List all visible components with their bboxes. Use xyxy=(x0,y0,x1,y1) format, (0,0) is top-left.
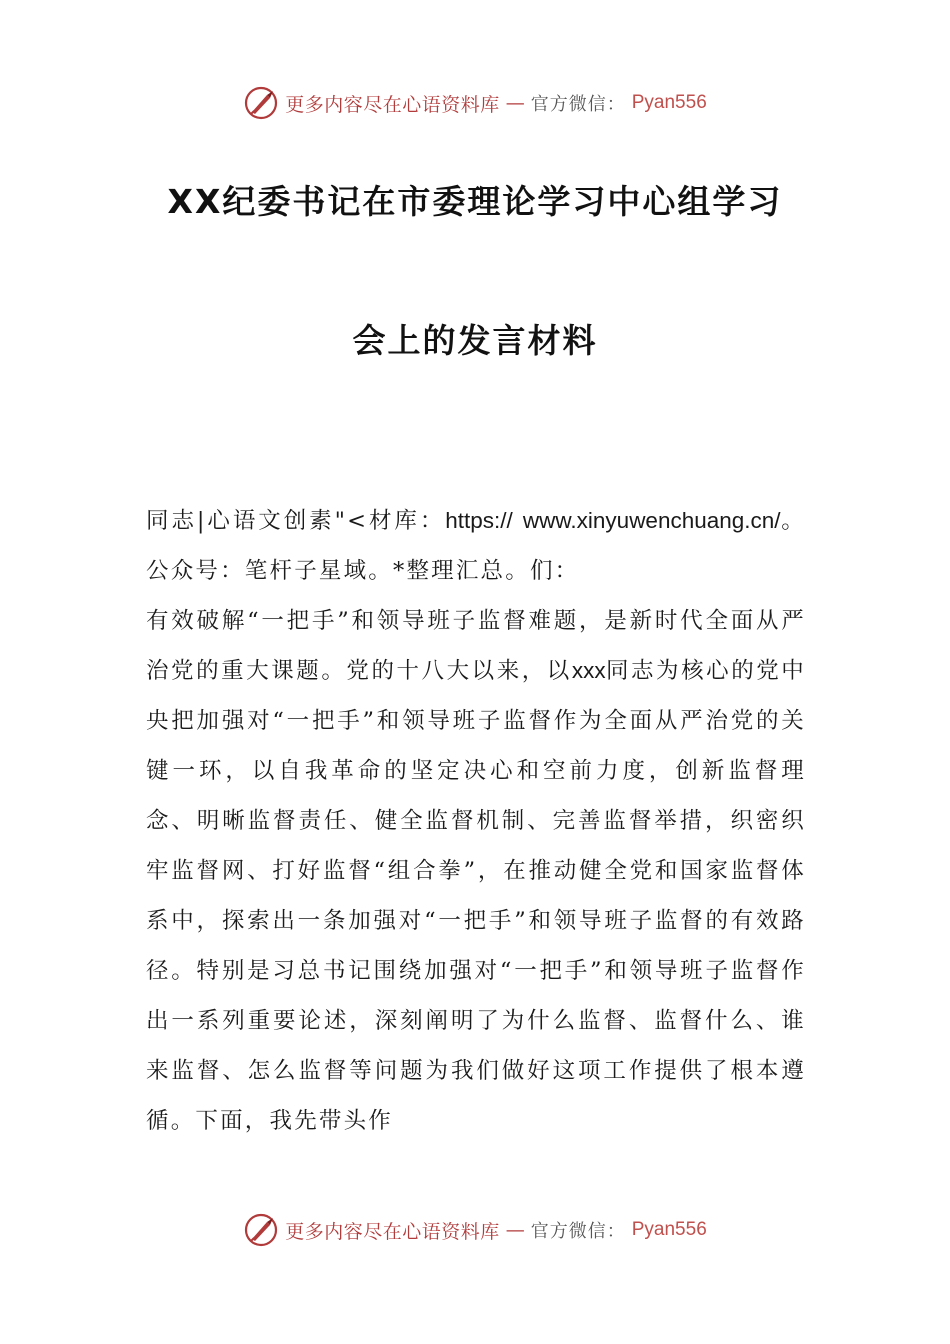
official-wechat-label: 官方微信： xyxy=(530,94,626,115)
document-title-line-1: XX纪委书记在市委理论学习中心组学习 xyxy=(167,182,783,221)
footer-banner xyxy=(0,1210,950,1250)
intro-url-domain: www.xinyuwenchuang.cn/ xyxy=(522,508,781,533)
banner-dash: — xyxy=(505,92,525,114)
wechat-id: Pyan556 xyxy=(631,1219,707,1240)
promo-text: 更多内容尽在心语资料库 xyxy=(285,1220,500,1243)
quill-pen-logo-icon xyxy=(243,85,279,121)
promo-text: 更多内容尽在心语资料库 xyxy=(285,93,500,116)
body-paragraph-1 xyxy=(146,596,806,1146)
paragraph-1-xxx: xxx xyxy=(571,658,606,683)
paragraph-1-text-b: 同志为核心的党中央把加强对“一把手”和领导班子监督作为全面从严治党的关键一环，以自我革命的坚定决心和空前力度，创新监督理念、明晰监督责任、健全监督机制、完善监督举措，织密织牢监督网、打好监督“组合拳”，在推动健全党和国家监督体系中，探索出一条加强对“一把手”和领导班子监督的有效路径。特别是习总书记围绕加强对“一把手”和领导班子监督作出一系列重要论述，深刻阐明了为什么监督、监督什么、谁来监督、怎么监督等问题为我们做好这项工作提供了根本遵循。下面，我先带头作 xyxy=(146,658,806,1134)
intro-text-part-2: 。公众号：笔杆子星域。*整理汇总。们： xyxy=(146,508,806,584)
document-body xyxy=(146,496,806,1146)
banner-dash: — xyxy=(505,1219,525,1241)
intro-paragraph xyxy=(146,496,806,596)
wechat-id: Pyan556 xyxy=(631,92,707,113)
intro-text-part-1: 同志|心语文创素"<材库： xyxy=(146,508,446,534)
official-wechat-label: 官方微信： xyxy=(530,1221,626,1242)
quill-pen-logo-icon xyxy=(243,1212,279,1248)
document-title-line-2: 会上的发言材料 xyxy=(352,321,598,360)
intro-url-scheme: https:// xyxy=(445,508,513,533)
header-banner xyxy=(0,83,950,123)
paragraph-1-text-a: 有效破解“一把手”和领导班子监督难题，是新时代全面从严治党的重大课题。党的十八大以来，以 xyxy=(146,608,806,684)
